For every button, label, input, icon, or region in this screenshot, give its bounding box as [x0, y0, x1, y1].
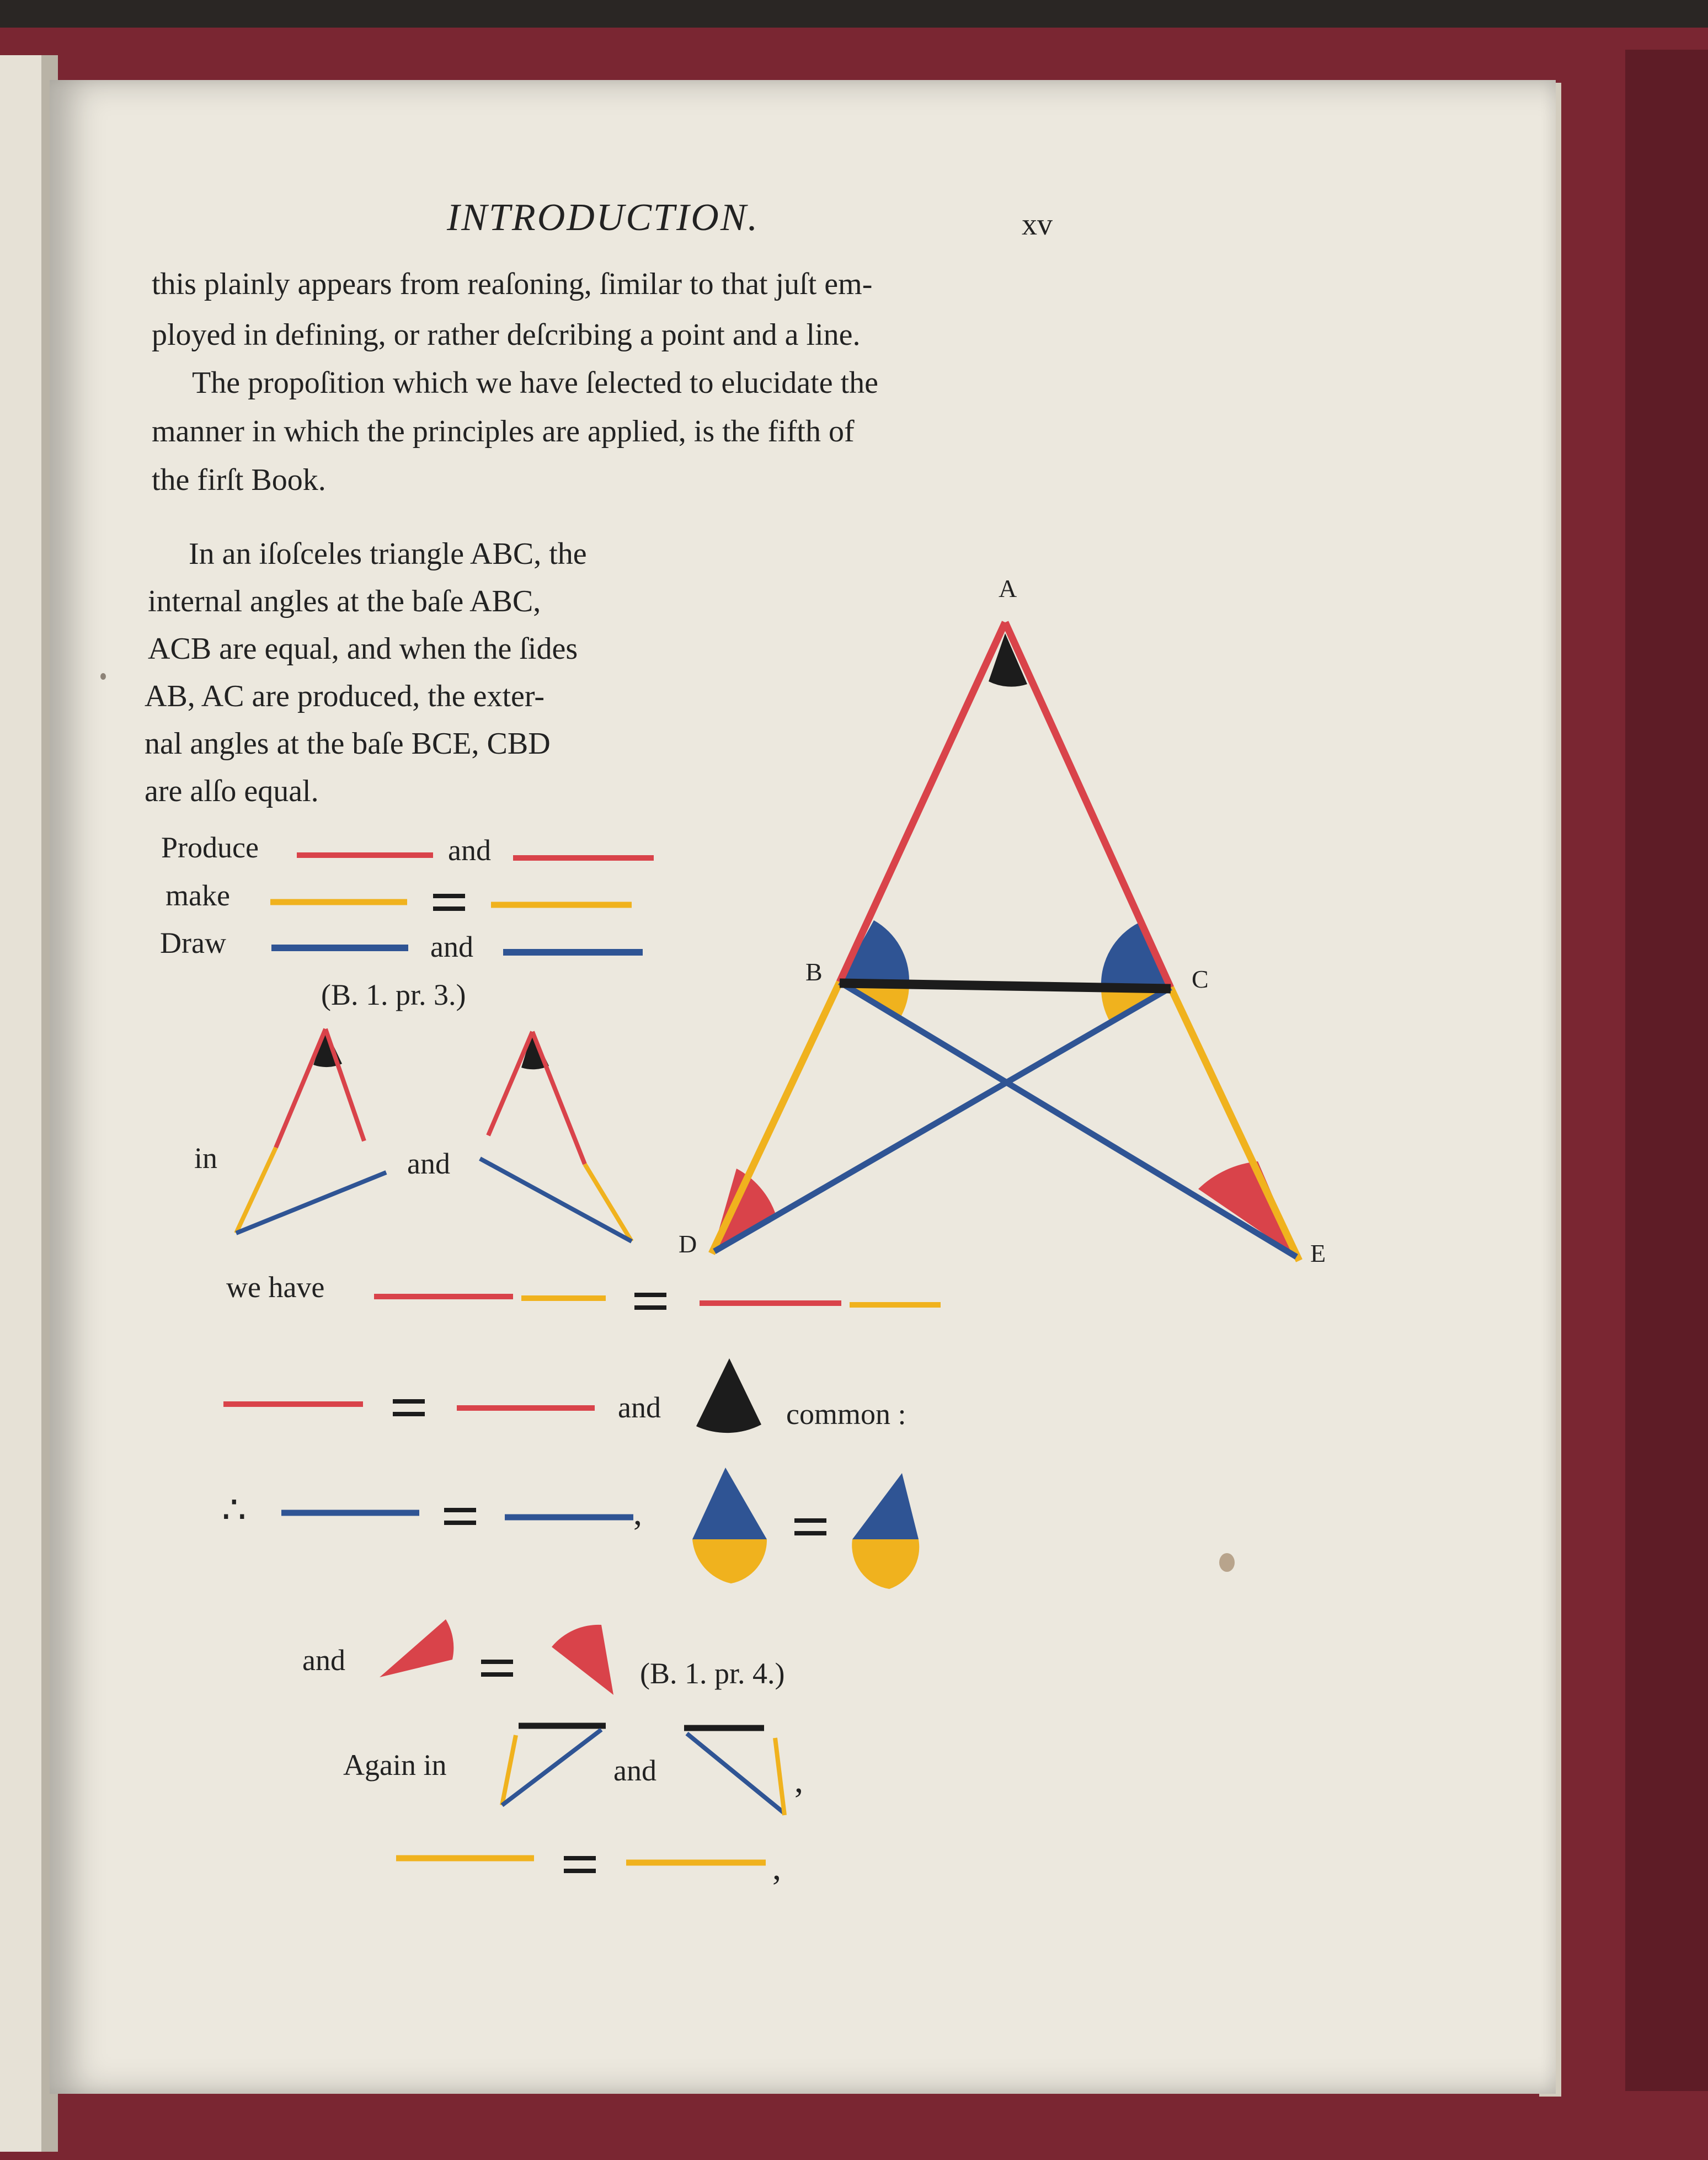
equals-sign	[794, 1531, 826, 1535]
line-cd-blue	[714, 988, 1171, 1251]
and-label: and	[407, 1147, 450, 1180]
proposition-line-2: internal angles at the baſe ABC,	[148, 584, 541, 618]
side-ac-red	[1005, 622, 1171, 988]
equals-sign	[433, 894, 465, 898]
equals-sign	[444, 1508, 476, 1512]
blue-yellow-angle-symbol	[692, 1468, 767, 1583]
vertex-label-a: A	[999, 574, 1017, 602]
side-red	[276, 1029, 325, 1148]
small-triangle-1	[236, 1029, 386, 1233]
red-angle-symbol	[552, 1625, 613, 1695]
line-be-blue	[840, 982, 1296, 1257]
side-red	[325, 1029, 364, 1141]
produce-label: Produce	[161, 831, 259, 864]
main-triangle-figure	[712, 622, 1299, 1261]
red-angle-symbol	[380, 1619, 453, 1677]
equals-sign	[393, 1399, 425, 1404]
paragraph-2-line-3: the firſt Book.	[152, 463, 326, 497]
we-have-label: we have	[226, 1271, 325, 1304]
and-label: and	[448, 834, 491, 867]
equals-sign	[564, 1856, 596, 1860]
therefore-symbol: ∴	[222, 1489, 247, 1532]
vertex-label-d: D	[679, 1230, 697, 1258]
reference-b1-pr4: (B. 1. pr. 4.)	[640, 1657, 785, 1690]
equals-sign	[433, 906, 465, 911]
equals-sign	[481, 1672, 513, 1677]
reference-b1-pr3: (B. 1. pr. 3.)	[321, 978, 466, 1011]
comma: ,	[633, 1493, 642, 1532]
angle-c-blue-sector	[1101, 922, 1171, 988]
equals-sign	[794, 1518, 826, 1523]
common-label: common :	[786, 1398, 906, 1431]
vertex-label-b: B	[805, 958, 823, 986]
paragraph-1-line-2: ployed in defining, or rather deſcribing a point and a line.	[152, 318, 861, 352]
comma: ,	[772, 1848, 781, 1887]
proposition-line-4: AB, AC are produced, the exter-	[145, 679, 545, 713]
equals-sign	[564, 1869, 596, 1873]
and-label: and	[302, 1644, 345, 1677]
paragraph-1-line-1: this plainly appears from reaſoning, ſimilar to that juſt em-	[152, 267, 873, 301]
draw-label: Draw	[160, 926, 226, 959]
black-angle-symbol	[696, 1358, 761, 1433]
side-red	[488, 1032, 532, 1135]
proposition-line-1: In an iſoſceles triangle ABC, the	[189, 537, 587, 571]
side-red	[532, 1032, 585, 1164]
equals-sign	[634, 1293, 666, 1297]
paragraph-2-line-2: manner in which the principles are applied, is the fifth of	[152, 414, 855, 449]
running-head: INTRODUCTION.	[447, 196, 760, 239]
proposition-line-6: are alſo equal.	[145, 774, 319, 808]
proposition-line-3: ACB are equal, and when the ſides	[148, 632, 578, 666]
and-label: and	[618, 1391, 661, 1424]
vertex-label-c: C	[1192, 965, 1209, 993]
again-in-label: Again in	[343, 1748, 447, 1782]
equals-sign	[444, 1521, 476, 1525]
equals-sign	[481, 1660, 513, 1664]
proposition-line-5: nal angles at the baſe BCE, CBD	[145, 727, 551, 761]
again-figure-2	[684, 1728, 784, 1815]
equals-sign	[393, 1412, 425, 1416]
side-ab-red	[840, 622, 1005, 982]
and-label: and	[430, 930, 473, 963]
and-label: and	[613, 1754, 656, 1787]
paragraph-2-line-1: The propoſition which we have ſelected to elucidate the	[192, 366, 878, 400]
base-bc-black	[840, 983, 1171, 989]
blue-yellow-angle-symbol	[852, 1473, 919, 1589]
in-label: in	[194, 1142, 218, 1175]
again-figure-1	[502, 1726, 606, 1805]
vertex-label-e: E	[1310, 1239, 1326, 1267]
comma: ,	[794, 1761, 803, 1800]
page-number: xv	[1022, 207, 1053, 242]
equals-sign	[634, 1305, 666, 1310]
small-triangle-2	[480, 1032, 632, 1241]
make-label: make	[166, 879, 230, 912]
